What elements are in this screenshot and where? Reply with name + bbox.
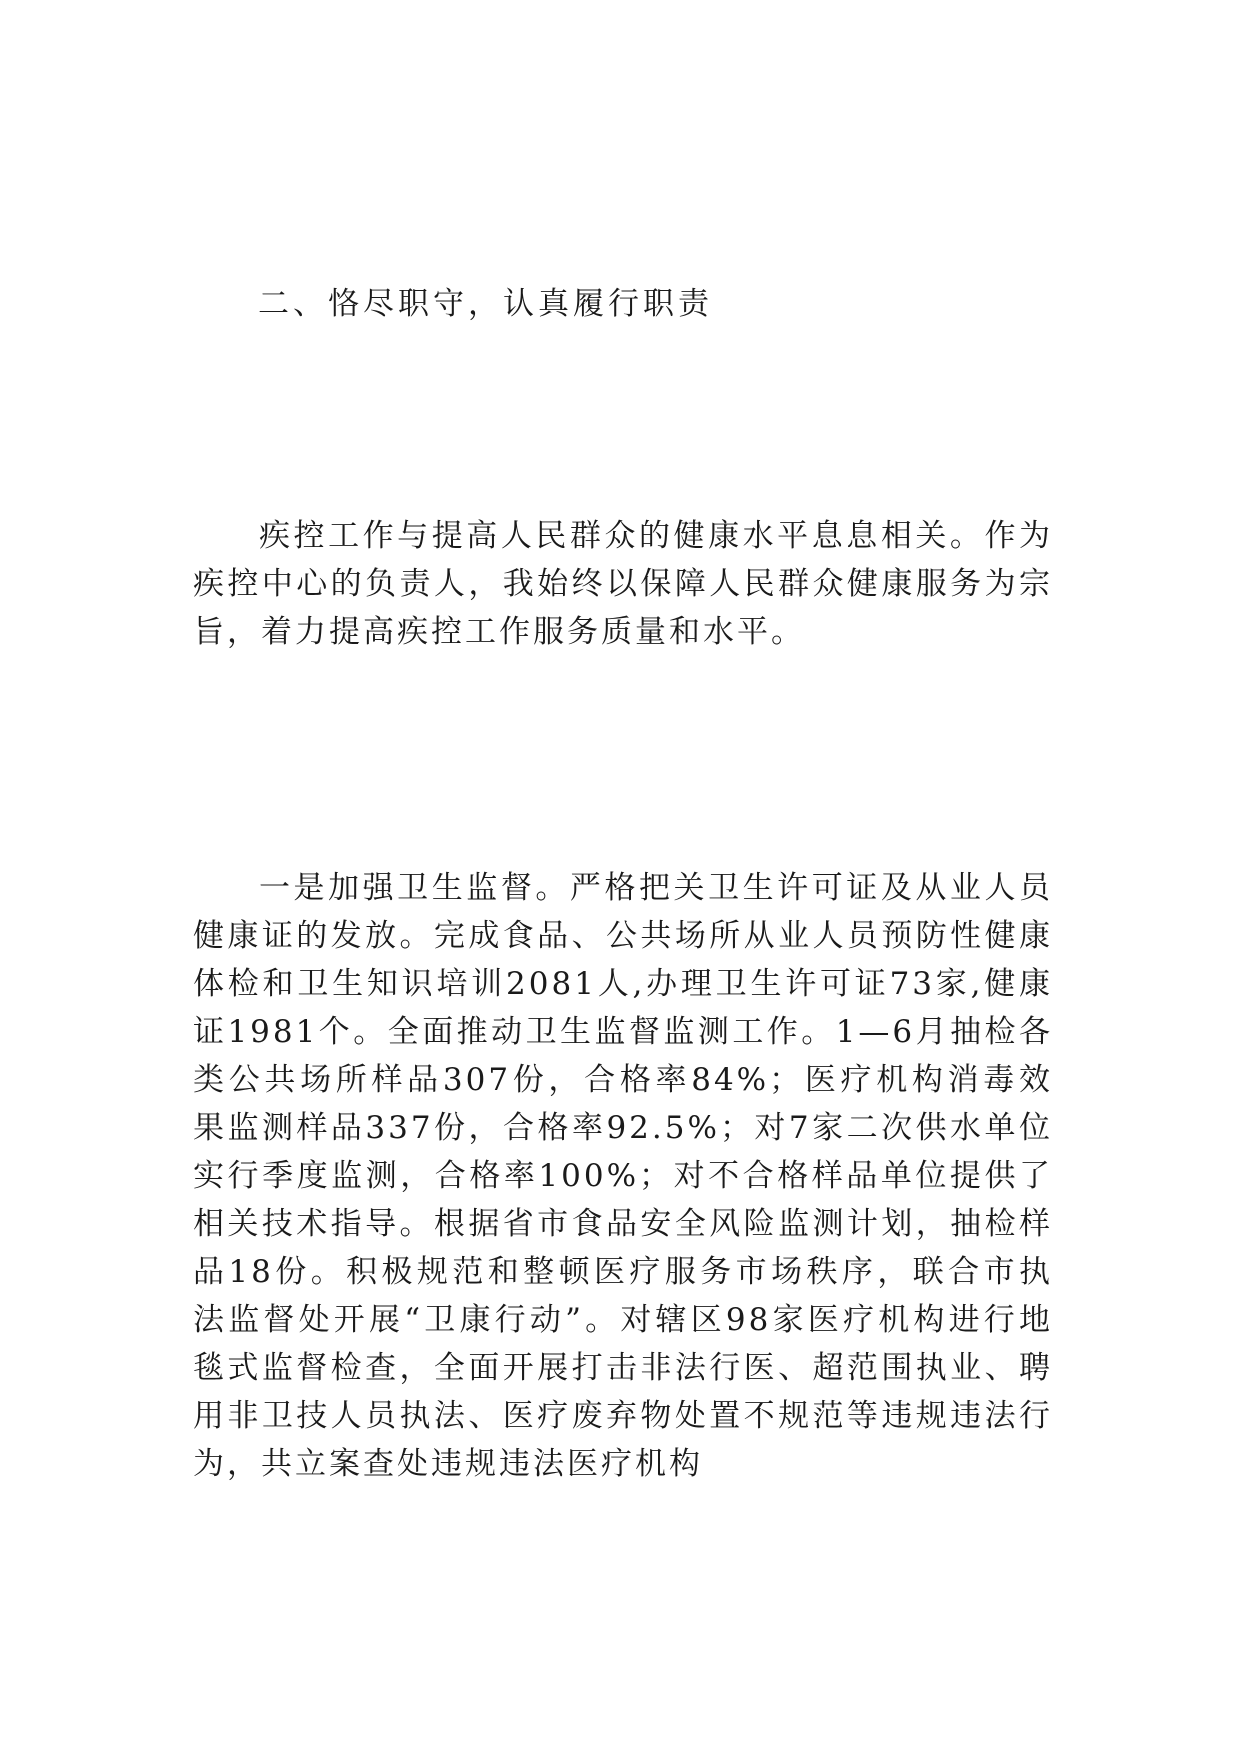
paragraph-health-supervision: 一是加强卫生监督。严格把关卫生许可证及从业人员健康证的发放。完成食品、公共场所从业人员预防性健康体检和卫生知识培训2081人,办理卫生许可证73家,健康证1981个。全面推动卫生监督监测工作。1—6月抽检各类公共场所样品307份，合格率84%；医疗机构消毒效果监测样品337份，合格率92.5%；对7家二次供水单位实行季度监测，合格率100%；对不合格样品单位提供了相关技术指导。根据省市食品安全风险监测计划，抽检样品18份。积极规范和整顿医疗服务市场秩序，联合市执法监督处开展“卫康行动”。对辖区98家医疗机构进行地毯式监督检查，全面开展打击非法行医、超范围执业、聘用非卫技人员执法、医疗废弃物处置不规范等违规违法行为，共立案查处违规违法医疗机构 xyxy=(193,870,1053,1482)
paragraph-intro: 疾控工作与提高人民群众的健康水平息息相关。作为疾控中心的负责人，我始终以保障人民群众健康服务为宗旨，着力提高疾控工作服务质量和水平。 xyxy=(193,518,1053,650)
section-heading: 二、恪尽职守，认真履行职责 xyxy=(258,286,713,322)
